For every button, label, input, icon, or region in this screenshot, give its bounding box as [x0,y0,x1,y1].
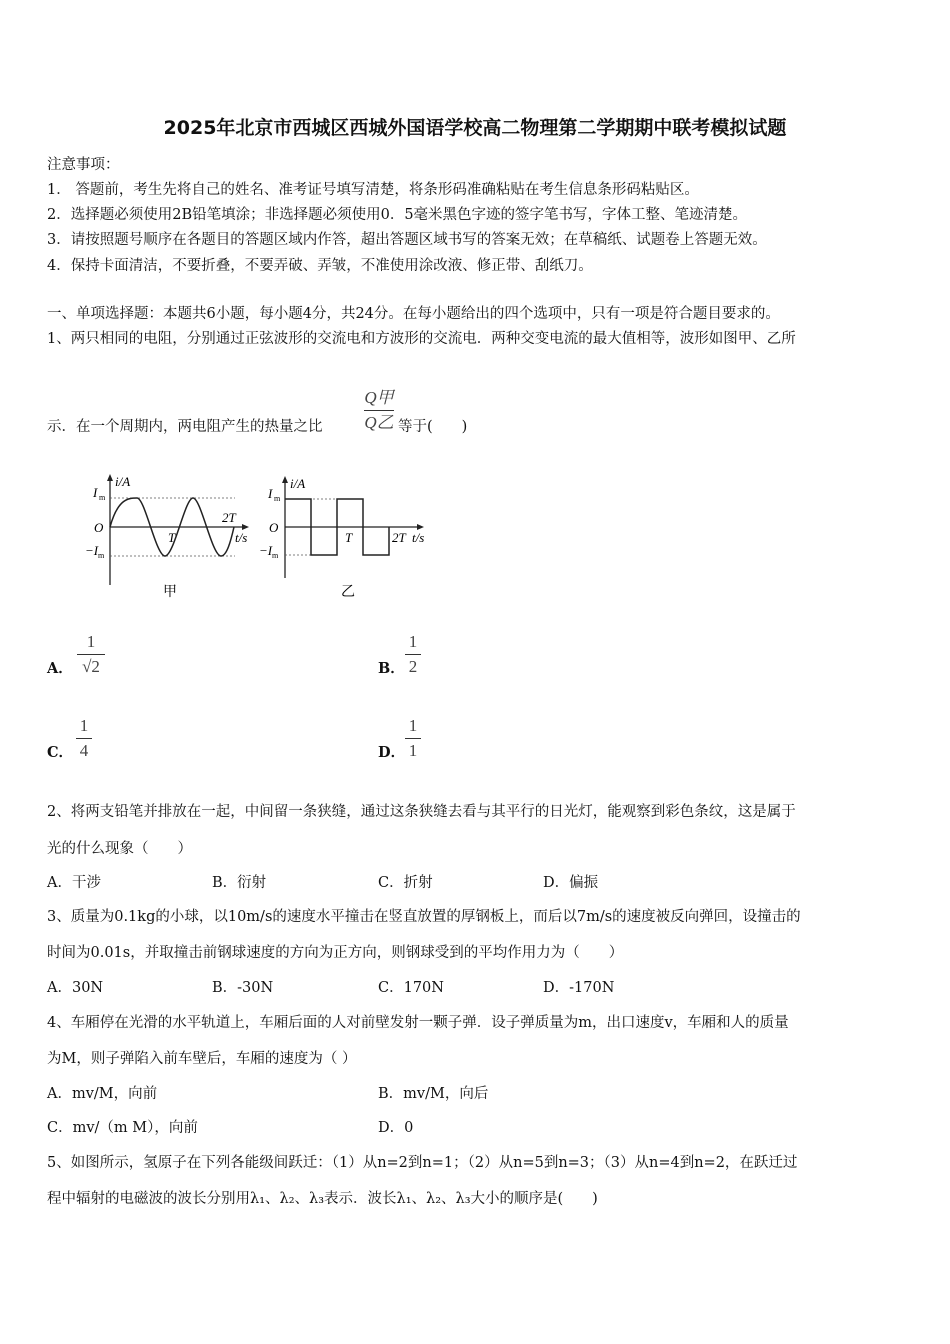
q2-option-a: A．干涉 [47,875,101,891]
q2-line1: 2、将两支铅笔并排放在一起，中间留一条狭缝，通过这条狭缝去看与其平行的日光灯，能观察到彩色条纹，这是属于 [47,804,796,820]
q1-option-d-label: D． [378,744,406,761]
q5-line1: 5、如图所示，氢原子在下列各能级间跃迁：（1）从n=2到n=1；（2）从n=5到n=3；（3）从n=4到n=2，在跃迁过 [47,1155,798,1171]
jia-y-label: i/A [115,474,131,489]
q3-option-a: A．30N [47,980,104,996]
q1-option-b-label: B． [378,660,405,677]
fraction-bar [76,738,92,739]
q1-option-b-den: 2 [408,657,418,676]
yi-t-label: T [345,530,353,545]
jia-x-label: t/s [235,530,248,545]
figure-yi [259,476,424,600]
q1-ratio-num: Q甲 [364,388,394,407]
q2-line2: 光的什么现象（ ） [47,841,192,857]
jia-y-arrow [107,474,113,481]
q1-option-c-num: 1 [79,716,89,735]
section-heading: 一、单项选择题：本题共6小题，每小题4分，共24分。在每小题给出的四个选项中，只有一项是符合题目要求的。 [47,306,780,322]
q5-line2: 程中辐射的电磁波的波长分别用λ₁、λ₂、λ₃表示．波长λ₁、λ₂、λ₃大小的顺序是( ) [47,1191,598,1207]
q4-option-b: B．mv/M，向后 [378,1086,489,1102]
q1-ratio-fraction [364,388,394,433]
q1-ratio-den: Q乙 [364,413,394,432]
q2-option-c: C．折射 [378,875,433,891]
yi-caption: 乙 [341,585,355,600]
yi-neg-im-label: −I [259,543,273,558]
q1-option-c-den: 4 [79,741,89,760]
jia-t-label: T [168,530,176,545]
q1-option-c-label: C． [47,744,74,761]
fraction-bar [364,410,394,411]
page-title: 2025年北京市西城区西城外国语学校高二物理第二学期期中联考模拟试题 [163,117,787,139]
jia-caption: 甲 [163,585,177,600]
q1-option-a-den: √2 [82,657,100,676]
q1-option-d-num: 1 [408,716,418,735]
q1-line2-after: 等于( ) [398,419,468,435]
q1-option-d-den: 1 [408,741,418,760]
q3-option-d: D．-170N [543,980,615,996]
q3-option-b: B．-30N [212,980,274,996]
jia-im-label: I [93,485,98,500]
q1-line2-before: 示．在一个周期内，两电阻产生的热量之比 [47,419,323,435]
yi-im-sub: m [274,494,281,503]
q4-option-a: A．mv/M，向前 [47,1086,158,1102]
jia-neg-im-label: −I [85,543,99,558]
yi-y-arrow [282,476,288,483]
yi-neg-im-sub: m [272,551,279,560]
jia-origin: O [94,520,104,535]
q1-option-b-fraction [405,632,421,677]
q3-line1: 3、质量为0.1kg的小球，以10m/s的速度水平撞击在竖直放置的厚钢板上，而后以7m/s的速度被反向弹回，设撞击的 [47,909,801,925]
yi-im-label: I [268,486,273,501]
yi-y-label: i/A [290,476,306,491]
fraction-bar [77,654,105,655]
q4-line2: 为M，则子弹陷入前车壁后，车厢的速度为（ ） [47,1051,357,1067]
q1-option-c-fraction [76,716,92,761]
q3-option-c: C．170N [378,980,444,996]
q2-option-d: D．偏振 [543,875,599,891]
notice-item-2: 2．选择题必须使用2B铅笔填涂；非选择题必须使用0．5毫米黑色字迹的签字笔书写，字体工整、笔迹清楚。 [47,207,748,223]
q1-option-b-num: 1 [408,632,418,651]
yi-origin: O [269,520,279,535]
q1-option-a-fraction [77,632,105,677]
notice-item-3: 3．请按照题号顺序在各题目的答题区域内作答，超出答题区域书写的答案无效；在草稿纸、试题卷上答题无效。 [47,232,767,248]
q3-line2: 时间为0.01s，并取撞击前钢球速度的方向为正方向，则钢球受到的平均作用力为（ ） [47,945,624,961]
yi-x-label: t/s [412,530,425,545]
q1-waveform-figure [85,470,445,605]
notice-heading: 注意事项： [47,157,120,173]
figure-jia [85,474,249,600]
q1-option-a-num: 1 [86,632,96,651]
notice-item-1: 1． 答题前，考生先将自己的姓名、准考证号填写清楚，将条形码准确粘贴在考生信息条形码粘贴区。 [47,182,699,198]
jia-neg-im-sub: m [98,551,105,560]
jia-im-sub: m [99,493,106,502]
q2-option-b: B．衍射 [212,875,267,891]
yi-2t-label: 2T [392,530,406,545]
q1-option-a-label: A． [47,660,73,677]
q4-line1: 4、车厢停在光滑的水平轨道上，车厢后面的人对前壁发射一颗子弹．设子弹质量为m，出口速度v，车厢和人的质量 [47,1015,789,1031]
notice-item-4: 4．保持卡面清洁，不要折叠，不要弄破、弄皱，不准使用涂改液、修正带、刮纸刀。 [47,258,593,274]
q4-option-d: D．0 [378,1120,414,1136]
q4-option-c: C．mv/（m M），向前 [47,1120,198,1136]
q1-line1: 1、两只相同的电阻，分别通过正弦波形的交流电和方波形的交流电．两种交变电流的最大值相等，波形如图甲、乙所 [47,331,796,347]
fraction-bar [405,654,421,655]
jia-2t-label: 2T [222,510,236,525]
q1-option-d-fraction [405,716,421,761]
fraction-bar [405,738,421,739]
